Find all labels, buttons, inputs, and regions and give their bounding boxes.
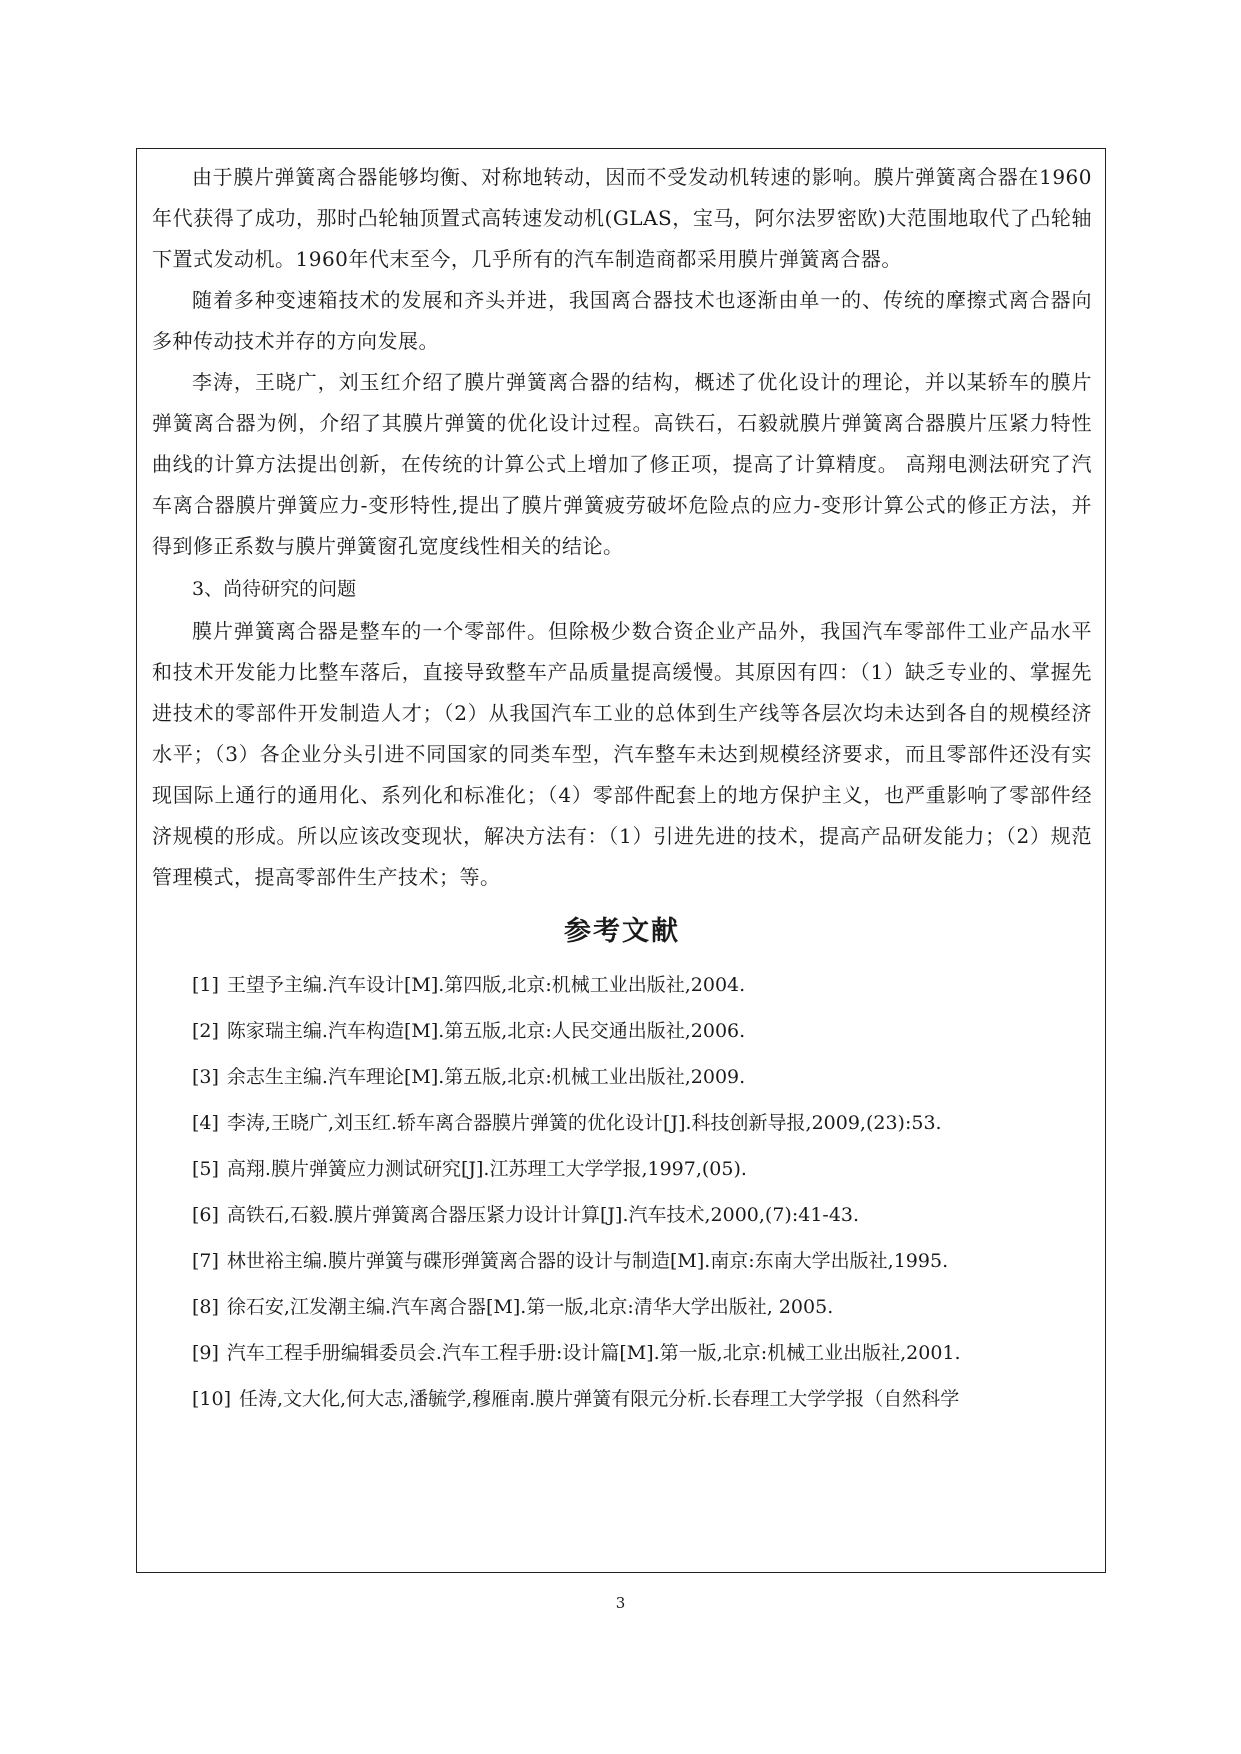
reference-number: [8]	[192, 1296, 219, 1318]
reference-item	[152, 1146, 1092, 1192]
reference-number: [3]	[192, 1066, 219, 1088]
section-paragraph: 膜片弹簧离合器是整车的一个零部件。但除极少数合资企业产品外，我国汽车零部件工业产品水平和技术开发能力比整车落后，直接导致整车产品质量提高缓慢。其原因有四：（1）缺乏专业的、掌握先进技术的零部件开发制造人才；（2）从我国汽车工业的总体到生产线等各层次均未达到各自的规模经济水平；（3）各企业分头引进不同国家的同类车型，汽车整车未达到规模经济要求，而且零部件还没有实现国际上通行的通用化、系列化和标准化；（4）零部件配套上的地方保护主义，也严重影响了零部件经济规模的形成。所以应该改变现状，解决方法有：（1）引进先进的技术，提高产品研发能力；（2）规范管理模式，提高零部件生产技术；等。	[152, 619, 1092, 889]
reference-text: 林世裕主编.膜片弹簧与碟形弹簧离合器的设计与制造[M].南京:东南大学出版社,1995.	[226, 1250, 949, 1272]
reference-number: [9]	[192, 1342, 219, 1364]
reference-text: 高铁石,石毅.膜片弹簧离合器压紧力设计计算[J].汽车技术,2000,(7):41-43.	[226, 1204, 860, 1226]
reference-text: 徐石安,江发潮主编.汽车离合器[M].第一版,北京:清华大学出版社, 2005.	[226, 1296, 834, 1318]
reference-item	[152, 1330, 1092, 1376]
reference-text: 王望予主编.汽车设计[M].第四版,北京:机械工业出版社,2004.	[226, 974, 746, 996]
reference-item	[152, 1238, 1092, 1284]
paragraph-2: 随着多种变速箱技术的发展和齐头并进，我国离合器技术也逐渐由单一的、传统的摩擦式离合器向多种传动技术并存的方向发展。	[152, 288, 1092, 353]
reference-item	[152, 962, 1092, 1008]
page-number: 3	[615, 1594, 626, 1612]
reference-item	[152, 1192, 1092, 1238]
paragraph-1: 由于膜片弹簧离合器能够均衡、对称地转动，因而不受发动机转速的影响。膜片弹簧离合器在1960年代获得了成功，那时凸轮轴顶置式高转速发动机(GLAS，宝马，阿尔法罗密欧)大范围地取代了凸轮轴下置式发动机。1960年代末至今，几乎所有的汽车制造商都采用膜片弹簧离合器。	[152, 165, 1092, 271]
paragraph-3: 李涛，王晓广，刘玉红介绍了膜片弹簧离合器的结构，概述了优化设计的理论，并以某轿车的膜片弹簧离合器为例，介绍了其膜片弹簧的优化设计过程。高铁石，石毅就膜片弹簧离合器膜片压紧力特性曲线的计算方法提出创新，在传统的计算公式上增加了修正项，提高了计算精度。 高翔电测法研究了汽车离合器膜片弹簧应力-变形特性,提出了膜片弹簧疲劳破坏危险点的应力-变形计算公式的修正方法，并得到修正系数与膜片弹簧窗孔宽度线性相关的结论。	[152, 370, 1092, 558]
document-body	[152, 157, 1092, 1422]
reference-text: 任涛,文大化,何大志,潘毓学,穆雁南.膜片弹簧有限元分析.长春理工大学学报（自然科学	[239, 1388, 960, 1410]
reference-item	[152, 1100, 1092, 1146]
reference-text: 陈家瑞主编.汽车构造[M].第五版,北京:人民交通出版社,2006.	[226, 1020, 746, 1042]
reference-number: [4]	[192, 1112, 219, 1134]
reference-text: 李涛,王晓广,刘玉红.轿车离合器膜片弹簧的优化设计[J].科技创新导报,2009,(23):53.	[226, 1112, 942, 1134]
section-heading: 3、尚待研究的问题	[192, 578, 357, 600]
reference-number: [10]	[192, 1388, 232, 1410]
references-title: 参考文献	[564, 916, 680, 947]
reference-text: 余志生主编.汽车理论[M].第五版,北京:机械工业出版社,2009.	[226, 1066, 746, 1088]
reference-item	[152, 1008, 1092, 1054]
reference-item	[152, 1054, 1092, 1100]
reference-number: [5]	[192, 1158, 219, 1180]
reference-item	[152, 1376, 1092, 1422]
reference-text: 汽车工程手册编辑委员会.汽车工程手册:设计篇[M].第一版,北京:机械工业出版社,2001.	[226, 1342, 961, 1364]
reference-item	[152, 1284, 1092, 1330]
references-list	[152, 962, 1092, 1422]
reference-number: [2]	[192, 1020, 219, 1042]
reference-number: [7]	[192, 1250, 219, 1272]
reference-text: 高翔.膜片弹簧应力测试研究[J].江苏理工大学学报,1997,(05).	[226, 1158, 747, 1180]
reference-number: [1]	[192, 974, 219, 996]
reference-number: [6]	[192, 1204, 219, 1226]
